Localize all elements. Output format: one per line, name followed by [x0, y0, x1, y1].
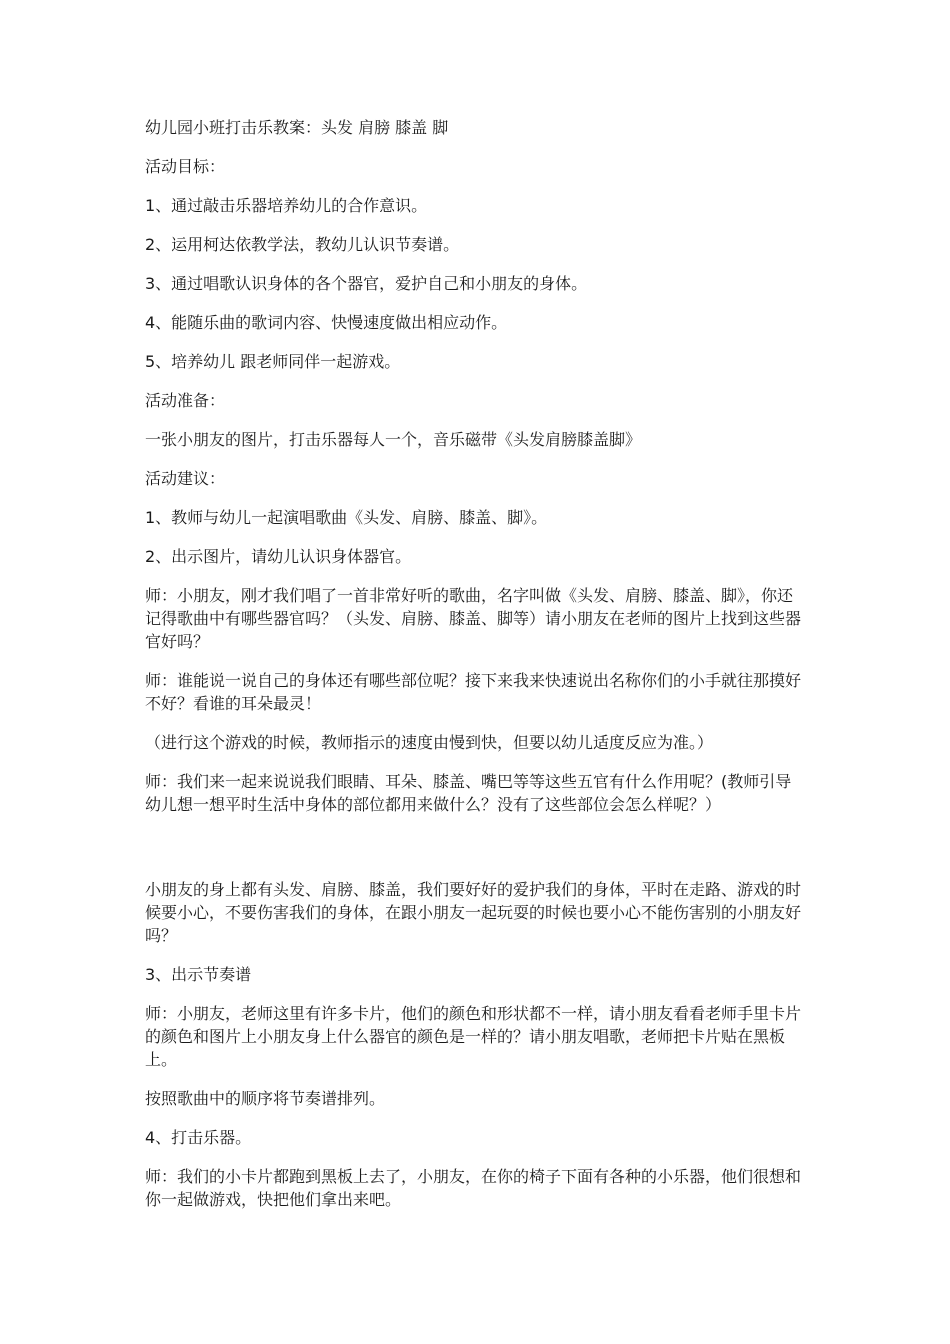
- section-heading-preparation: 活动准备：: [145, 391, 226, 410]
- body-paragraph: 小朋友的身上都有头发、肩膀、膝盖，我们要好好的爱护我们的身体，平时在走路、游戏的时候要小心，不要伤害我们的身体，在跟小朋友一起玩耍的时候也要小心不能伤害别的小朋友好吗？: [145, 880, 802, 945]
- suggestion-item: 4、打击乐器。: [145, 1128, 252, 1147]
- teacher-dialogue: 师：谁能说一说自己的身体还有哪些部位呢？接下来我来快速说出名称你们的小手就往那摸好不好？看谁的耳朵最灵！: [145, 671, 802, 713]
- goal-item: 5、培养幼儿 跟老师同伴一起游戏。: [145, 352, 401, 371]
- body-paragraph: 按照歌曲中的顺序将节奏谱排列。: [145, 1089, 386, 1108]
- document-body: [145, 116, 805, 1227]
- teacher-dialogue: 师：小朋友，老师这里有许多卡片，他们的颜色和形状都不一样，请小朋友看看老师手里卡片的颜色和图片上小朋友身上什么器官的颜色是一样的？请小朋友唱歌，老师把卡片贴在黑板上。: [145, 1004, 802, 1069]
- suggestion-item: 3、出示节奏谱: [145, 965, 252, 984]
- goal-item: 2、运用柯达依教学法，教幼儿认识节奏谱。: [145, 235, 460, 254]
- section-heading-suggestions: 活动建议：: [145, 469, 226, 488]
- preparation-text: 一张小朋友的图片，打击乐器每人一个，音乐磁带《头发肩膀膝盖脚》: [145, 430, 642, 449]
- teacher-dialogue: 师：小朋友，刚才我们唱了一首非常好听的歌曲，名字叫做《头发、肩膀、膝盖、脚》，你还记得歌曲中有哪些器官吗？（头发、肩膀、膝盖、脚等）请小朋友在老师的图片上找到这些器官好吗？: [145, 586, 802, 651]
- suggestion-item: 1、教师与幼儿一起演唱歌曲《头发、肩膀、膝盖、脚》。: [145, 508, 548, 527]
- suggestion-item: 2、出示图片，请幼儿认识身体器官。: [145, 547, 412, 566]
- document-title: 幼儿园小班打击乐教案：头发 肩膀 膝盖 脚: [145, 118, 449, 137]
- note-text: （进行这个游戏的时候，教师指示的速度由慢到快，但要以幼儿适度反应为准。）: [145, 733, 714, 752]
- teacher-dialogue: 师：我们来一起来说说我们眼睛、耳朵、膝盖、嘴巴等等这些五官有什么作用呢？(教师引导幼儿想一想平时生活中身体的部位都用来做什么？没有了这些部位会怎么样呢？）: [145, 772, 792, 814]
- goal-item: 3、通过唱歌认识身体的各个器官，爱护自己和小朋友的身体。: [145, 274, 588, 293]
- goal-item: 4、能随乐曲的歌词内容、快慢速度做出相应动作。: [145, 313, 508, 332]
- teacher-dialogue: 师：我们的小卡片都跑到黑板上去了，小朋友，在你的椅子下面有各种的小乐器，他们很想和你一起做游戏，快把他们拿出来吧。: [145, 1167, 802, 1209]
- section-heading-goals: 活动目标：: [145, 157, 226, 176]
- goal-item: 1、通过敲击乐器培养幼儿的合作意识。: [145, 196, 428, 215]
